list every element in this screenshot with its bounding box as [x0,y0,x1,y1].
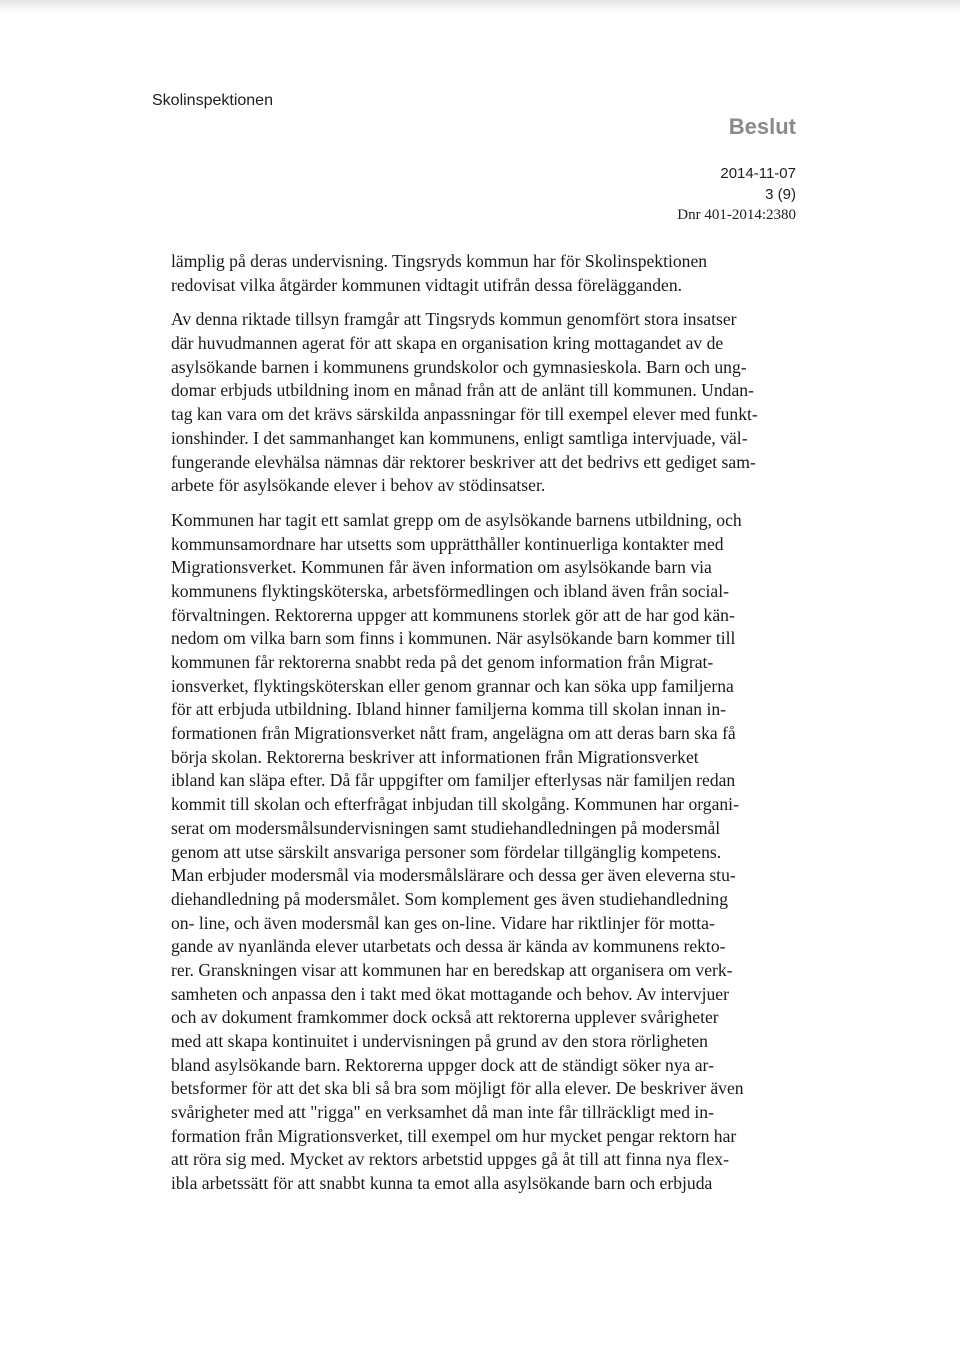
text-line: formationen från Migrationsverket nått fram, angelägna om att deras barn ska få [171,723,736,744]
text-line: samheten och anpassa den i takt med ökat mottagande och behov. Av intervjuer [171,983,729,1004]
text-line: diehandledning på modersmålet. Som komplement ges även studiehandledning [171,888,729,909]
text-line: kommunsamordnare har utsetts som upprätthåller kontinuerliga kontakter med [171,533,724,554]
reference-number: Dnr 401-2014:2380 [677,207,796,223]
text-line: svårigheter med att "rigga" en verksamhet då man inte får tillräckligt med in- [171,1102,714,1123]
text-line: med att skapa kontinuitet i undervisningen på grund av den stora rörligheten [171,1031,708,1051]
page-number: 3 (9) [765,186,796,203]
text-line: ibla arbetssätt för att snabbt kunna ta emot alla asylsökande barn och erbjuda [171,1173,713,1194]
text-line: redovisat vilka åtgärder kommunen vidtagit utifrån dessa förelägganden. [171,274,683,295]
text-line: Migrationsverket. Kommunen får även information om asylsökande barn via [171,557,712,578]
text-line: Av denna riktade tillsyn framgår att Tingsryds kommun genomfört stora insatser [171,309,737,330]
text-line: lämplig på deras undervisning. Tingsryds kommun har för Skolinspektionen [171,251,708,271]
text-line: ionshinder. I det sammanhanget kan kommunens, enligt samtliga intervjuade, väl- [171,427,748,448]
text-line: och av dokument framkommer dock också att rektorerna upplever svårigheter [171,1007,719,1028]
text-line: ibland kan släpa efter. Då får uppgifter om familjer efterlysas när familjen redan [171,770,736,791]
text-line: ionsverket, flyktingsköterskan eller genom grannar och kan söka upp familjerna [171,675,734,696]
document-date: 2014-11-07 [720,165,796,182]
text-line: genom att utse särskilt ansvariga personer som fördelar tillgänglig kompetens. [171,841,722,862]
document-meta [677,163,796,226]
scan-edge-shadow [0,0,960,14]
text-line: kommunen får rektorerna snabbt reda på det genom information från Migrat- [171,652,714,672]
text-line: betsformer för att det ska bli så bra som möjligt för alla elever. De beskriver även [171,1078,744,1099]
text-line: att röra sig med. Mycket av rektors arbetstid uppges gå åt till att finna nya flex- [171,1149,729,1170]
document-body [171,250,821,1207]
text-line: kommunens flyktingsköterska, arbetsförmedlingen och ibland även från social- [171,580,729,601]
paragraph [171,308,821,498]
text-line: för att erbjuda utbildning. Ibland hinner familjerna komma till skolan innan in- [171,699,727,720]
text-line: där huvudmannen agerat för att skapa en organisation kring mottagandet av de [171,333,724,354]
paragraph [171,509,821,1196]
text-line: börja skolan. Rektorerna beskriver att informationen från Migrationsverket [171,746,699,767]
text-line: formation från Migrationsverket, till exempel om hur mycket pengar rektorn har [171,1125,737,1146]
text-line: Kommunen har tagit ett samlat grepp om de asylsökande barnens utbildning, och [171,509,742,530]
text-line: nedom om vilka barn som finns i kommunen. När asylsökande barn kommer till [171,628,736,649]
text-line: kommit till skolan och efterfrågat inbjudan till skolgång. Kommunen har organi- [171,794,739,815]
text-line: Man erbjuder modersmål via modersmålslärare och dessa ger även eleverna stu- [171,865,736,886]
text-line: tag kan vara om det krävs särskilda anpassningar för till exempel elever med funkt- [171,404,758,425]
paragraph [171,250,821,297]
text-line: domar erbjuds utbildning inom en månad från att de anlänt till kommunen. Undan- [171,380,754,401]
text-line: bland asylsökande barn. Rektorerna uppger dock att de ständigt söker nya ar- [171,1054,714,1075]
text-line: asylsökande barnen i kommunens grundskolor och gymnasieskola. Barn och ung- [171,356,747,377]
text-line: serat om modersmålsundervisningen samt studiehandledningen på modersmål [171,817,721,838]
text-line: förvaltningen. Rektorerna uppger att kommunens storlek gör att de har god kän- [171,604,735,625]
text-line: gande av nyanlända elever utarbetats och dessa är kända av kommunens rekto- [171,936,726,957]
organization-name: Skolinspektionen [152,92,273,109]
text-line: arbete för asylsökande elever i behov av stödinsatser. [171,475,546,496]
document-type-title: Beslut [728,114,796,139]
text-line: rer. Granskningen visar att kommunen har en beredskap att organisera om verk- [171,959,733,980]
text-line: fungerande elevhälsa nämnas där rektorer beskriver att det bedrivs ett gediget sam- [171,451,756,472]
text-line: on- line, och även modersmål kan ges on-line. Vidare har riktlinjer för motta- [171,912,715,933]
